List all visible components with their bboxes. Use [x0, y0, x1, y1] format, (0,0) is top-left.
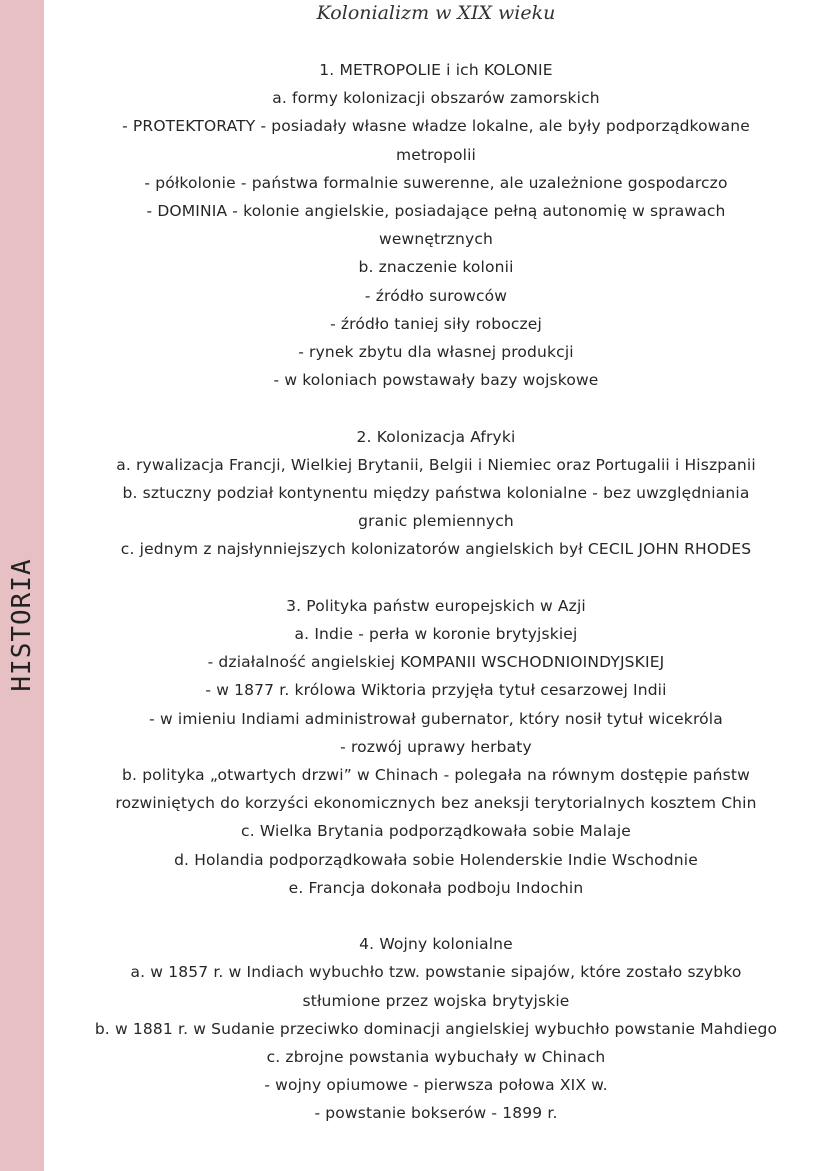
note-line: - w koloniach powstawały bazy wojskowe: [273, 371, 599, 390]
note-line: b. znaczenie kolonii: [358, 258, 514, 277]
note-line: c. zbrojne powstania wybuchały w Chinach: [266, 1048, 606, 1067]
subject-label: HISTORIA: [7, 558, 37, 692]
note-line: metropolii: [396, 145, 476, 164]
section-3: [44, 592, 828, 902]
note-line: c. jednym z najsłynniejszych kolonizatorów angielskich był CECIL JOHN RHODES: [120, 540, 752, 559]
note-line: - w imieniu Indiami administrował gubernator, który nosił tytuł wicekróla: [149, 709, 723, 728]
section-heading: 1. METROPOLIE i ich KOLONIE: [319, 61, 553, 79]
section-4: [44, 930, 828, 1127]
note-line: granic plemiennych: [358, 512, 514, 531]
note-line: - źródło taniej siły roboczej: [330, 314, 542, 333]
note-line: - w 1877 r. królowa Wiktoria przyjęła tytuł cesarzowej Indii: [205, 681, 667, 700]
note-line: - źródło surowców: [364, 286, 508, 305]
section-gap: [44, 564, 828, 592]
section-heading: 3. Polityka państw europejskich w Azji: [286, 596, 586, 615]
note-line: a. formy kolonizacji obszarów zamorskich: [272, 89, 600, 108]
section-gap: [44, 394, 828, 422]
note-line: d. Holandia podporządkowała sobie Holenderskie Indie Wschodnie: [174, 850, 698, 869]
note-line: - PROTEKTORATY - posiadały własne władze lokalne, ale były podporządkowane: [122, 117, 750, 136]
note-line: c. Wielka Brytania podporządkowała sobie Malaje: [241, 822, 631, 841]
note-line: b. polityka „otwartych drzwi” w Chinach - polegała na równym dostępie państw: [122, 766, 750, 785]
note-line: b. sztuczny podział kontynentu między państwa kolonialne - bez uwzględniania: [122, 484, 750, 503]
note-line: e. Francja dokonała podboju Indochin: [288, 878, 584, 897]
section-gap: [44, 902, 828, 930]
sidebar-band: [0, 0, 44, 1171]
note-line: - rynek zbytu dla własnej produkcji: [298, 343, 574, 362]
note-line: - powstanie bokserów - 1899 r.: [314, 1104, 558, 1123]
note-line: - półkolonie - państwa formalnie suwerenne, ale uzależnione gospodarczo: [144, 173, 728, 192]
note-line: wewnętrznych: [379, 230, 493, 249]
section-1: [44, 56, 828, 394]
note-line: b. w 1881 r. w Sudanie przeciwko dominacji angielskiej wybuchło powstanie Mahdiego: [94, 1019, 778, 1038]
note-line: - rozwój uprawy herbaty: [340, 737, 532, 756]
note-line: - DOMINIA - kolonie angielskie, posiadające pełną autonomię w sprawach: [146, 202, 726, 221]
notes-content: [44, 56, 828, 1128]
note-line: - działalność angielskiej KOMPANII WSCHODNIOINDYJSKIEJ: [207, 653, 665, 672]
note-line: a. rywalizacja Francji, Wielkiej Brytanii, Belgii i Niemiec oraz Portugalii i Hiszpanii: [116, 455, 756, 474]
note-line: a. w 1857 r. w Indiach wybuchło tzw. powstanie sipajów, które zostało szybko: [130, 963, 742, 982]
page-title: Kolonializm w XIX wieku: [316, 2, 556, 24]
section-2: [44, 423, 828, 564]
note-line: rozwiniętych do korzyści ekonomicznych bez aneksji terytorialnych kosztem Chin: [115, 794, 757, 813]
note-line: a. Indie - perła w koronie brytyjskiej: [294, 625, 578, 644]
note-line: stłumione przez wojska brytyjskie: [302, 991, 570, 1010]
section-heading: 4. Wojny kolonialne: [359, 935, 513, 954]
note-line: - wojny opiumowe - pierwsza połowa XIX w.: [264, 1076, 608, 1095]
section-heading: 2. Kolonizacja Afryki: [356, 427, 516, 446]
